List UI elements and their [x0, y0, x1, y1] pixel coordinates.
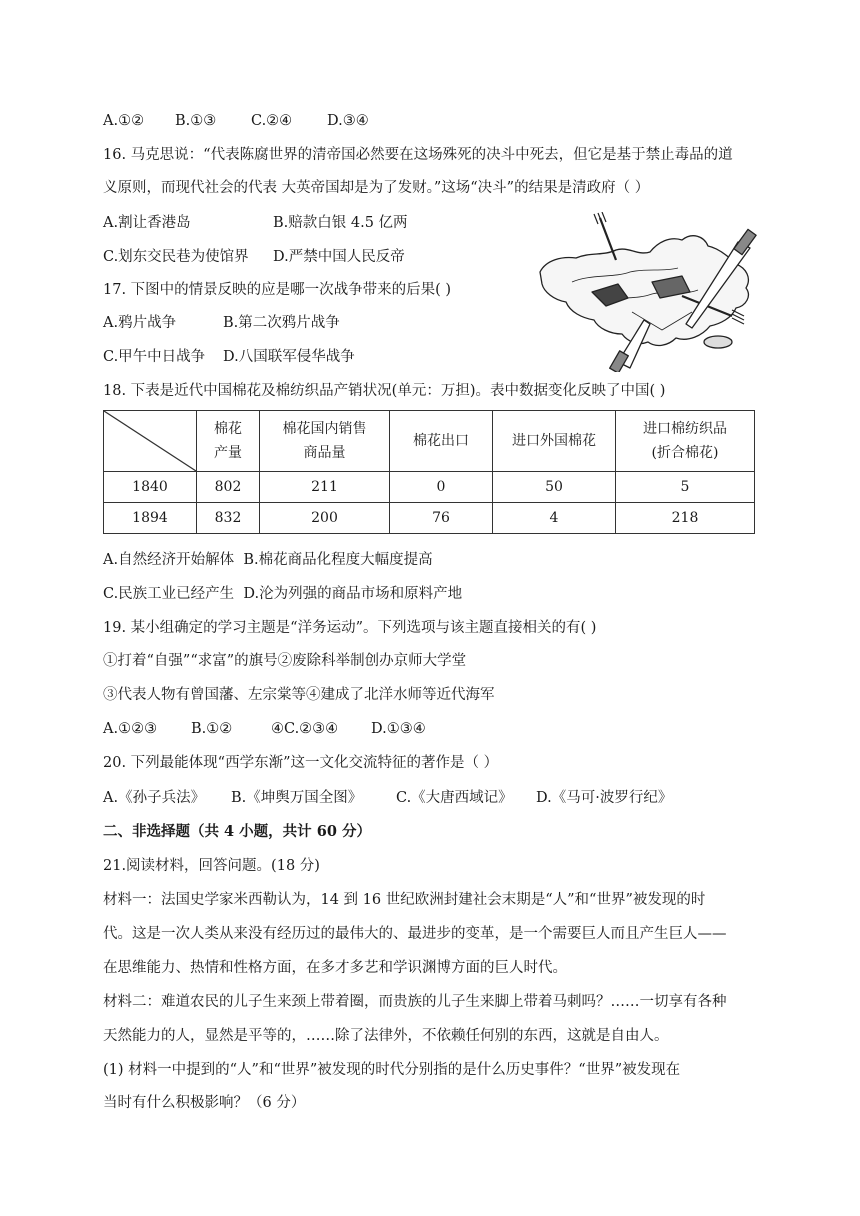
table-cell: 76 [390, 503, 493, 534]
q20-option-b: B.《坤舆万国全图》 [231, 790, 363, 806]
q20-option-a: A.《孙子兵法》 [103, 790, 206, 806]
q17-options-cd [103, 347, 355, 367]
q17-option-a: A.鸦片战争 [103, 315, 177, 331]
q21-material1-line2: 代。这是一次人类从来没有经历过的最伟大的、最进步的变革，是一个需要巨人而且产生巨人—— [103, 926, 727, 942]
q15-option-d: D.③④ [327, 113, 369, 129]
table-header-cell: 进口棉纺织品 (折合棉花) [616, 411, 755, 472]
q16-option-d: D.严禁中国人民反帝 [273, 249, 405, 265]
q19-option-b: B.①② [191, 721, 233, 737]
q21-subquestion1-line1: (1) 材料一中提到的“人”和“世界”被发现的时代分别指的是什么历史事件？“世界”被发现在 [103, 1062, 681, 1078]
table-cell: 5 [616, 472, 755, 503]
q16-option-c: C.划东交民巷为使馆界 [103, 249, 249, 265]
table-cell: 1894 [104, 503, 197, 534]
q17-option-c: C.甲午中日战争 [103, 349, 206, 365]
cotton-data-table [103, 410, 755, 534]
q21-material1-line1: 材料一：法国史学家米西勒认为，14 到 16 世纪欧洲封建社会末期是“人”和“世界”被发现的时 [103, 892, 706, 908]
q18-option-d: D.沦为列强的商品市场和原料产地 [243, 586, 463, 602]
table-header-cell: 进口外国棉花 [493, 411, 616, 472]
table-cell: 832 [197, 503, 260, 534]
q21-material2-line2: 天然能力的人，显然是平等的，……除了法律外，不依赖任何别的东西，这就是自由人。 [103, 1028, 669, 1044]
q21-material1-line3: 在思维能力、热情和性格方面，在多才多艺和学识渊博方面的巨人时代。 [103, 960, 567, 976]
table-cell: 200 [260, 503, 390, 534]
q19-option-d: D.①③④ [371, 721, 426, 737]
table-header-cell: 棉花国内销售 商品量 [260, 411, 390, 472]
q16-stem-line2: 义原则，而现代社会的代表 大英帝国却是为了发财。”这场“决斗”的结果是清政府（ ） [103, 180, 650, 196]
q18-option-b: B.棉花商品化程度大幅度提高 [243, 552, 433, 568]
table-cell: 218 [616, 503, 755, 534]
cartoon-map-of-china-with-forks-and-knives-icon [532, 212, 764, 372]
q21-stem: 21.阅读材料，回答问题。(18 分) [103, 858, 320, 874]
q21-subquestion1-line2: 当时有什么积极影响？（6 分） [103, 1095, 306, 1111]
q19-option-a: A.①②③ [103, 721, 158, 737]
q19-option-c: ④C.②③④ [271, 721, 339, 737]
table-header-cell: 棉花 产量 [197, 411, 260, 472]
q15-option-a: A.①② [103, 113, 145, 129]
table-corner-cell [104, 411, 197, 472]
q15-option-b: B.①③ [175, 113, 217, 129]
q17-stem: 17. 下图中的情景反映的应是哪一次战争带来的后果( ) [103, 282, 452, 298]
q16-options-ab [103, 213, 408, 233]
table-header-row [104, 411, 755, 472]
q17-option-d: D.八国联军侵华战争 [223, 349, 355, 365]
q16-option-b: B.赔款白银 4.5 亿两 [273, 215, 408, 231]
table-row [104, 503, 755, 534]
q19-options [103, 719, 426, 739]
q17-option-b: B.第二次鸦片战争 [223, 315, 340, 331]
q18-stem: 18. 下表是近代中国棉花及棉纺织品产销状况(单元：万担)。表中数据变化反映了中国( ) [103, 383, 666, 399]
q20-option-c: C.《大唐西域记》 [396, 790, 513, 806]
section2-title: 二、非选择题（共 4 小题，共计 60 分） [103, 823, 371, 840]
q19-stem: 19. 某小组确定的学习主题是“洋务运动”。下列选项与该主题直接相关的有( ) [103, 620, 597, 636]
table-header-cell: 棉花出口 [390, 411, 493, 472]
q15-options [103, 111, 369, 131]
q20-options [103, 788, 672, 808]
q20-stem: 20. 下列最能体现“西学东渐”这一文化交流特征的著作是（ ） [103, 755, 499, 771]
q19-statement-line1: ①打着“自强”“求富”的旗号②废除科举制创办京师大学堂 [103, 653, 467, 669]
q16-option-a: A.割让香港岛 [103, 215, 191, 231]
q16-options-cd [103, 247, 405, 267]
q21-material2-line1: 材料二：难道农民的儿子生来颈上带着圈，而贵族的儿子生来脚上带着马刺吗？……一切享有各种 [103, 994, 727, 1010]
table-cell: 1840 [104, 472, 197, 503]
q18-option-a: A.自然经济开始解体 [103, 552, 235, 568]
q19-statement-line2: ③代表人物有曾国藩、左宗棠等④建成了北洋水师等近代海军 [103, 687, 495, 703]
table-cell: 211 [260, 472, 390, 503]
table-row [104, 472, 755, 503]
table-cell: 802 [197, 472, 260, 503]
q18-options-cd [103, 584, 462, 604]
q16-stem-line1: 16. 马克思说：“代表陈腐世界的清帝国必然要在这场殊死的决斗中死去，但它是基于禁止毒品的道 [103, 147, 733, 163]
table-cell: 4 [493, 503, 616, 534]
q18-option-c: C.民族工业已经产生 [103, 586, 235, 602]
table-cell: 50 [493, 472, 616, 503]
q20-option-d: D.《马可·波罗行纪》 [536, 790, 673, 806]
q18-options-ab [103, 550, 433, 570]
q15-option-c: C.②④ [251, 113, 293, 129]
q17-options-ab [103, 313, 340, 333]
table-cell: 0 [390, 472, 493, 503]
